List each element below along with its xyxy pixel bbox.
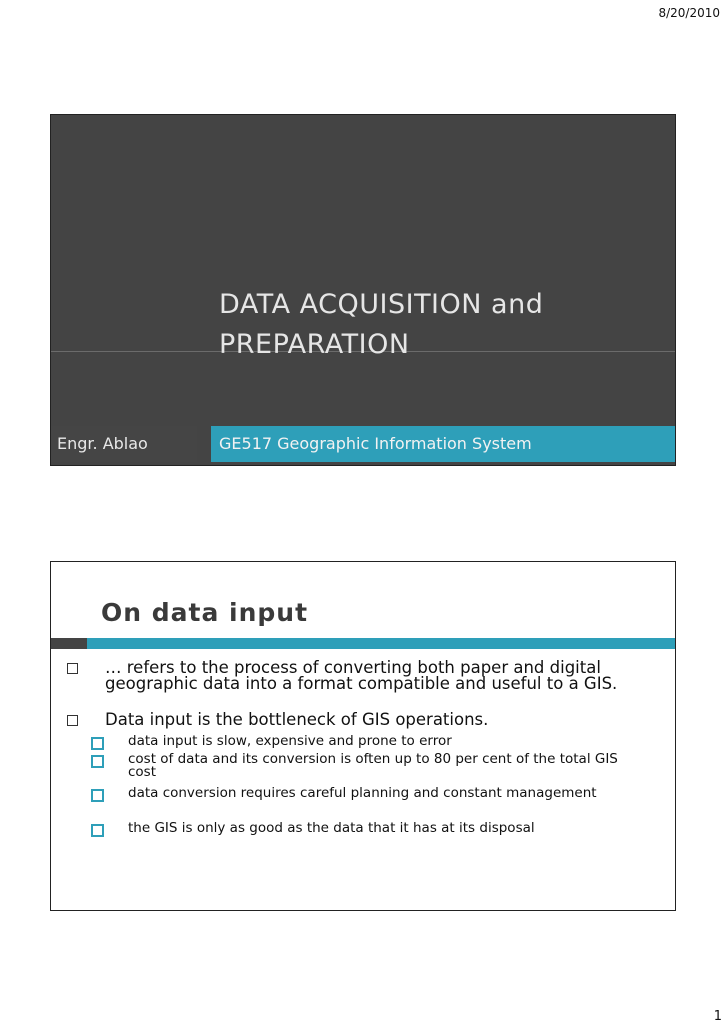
content-slide bbox=[50, 561, 676, 911]
slide-title bbox=[219, 285, 659, 365]
title-slide bbox=[50, 114, 676, 466]
title-accent-bar-dark bbox=[51, 638, 87, 649]
square-bullet-icon bbox=[67, 715, 78, 726]
slide-title-line-2: PREPARATION bbox=[219, 329, 410, 360]
square-bullet-icon bbox=[91, 737, 104, 750]
course-footer bbox=[211, 426, 675, 462]
sub-bullet-text: the GIS is only as good as the data that it has at its disposal bbox=[128, 820, 535, 836]
author-footer bbox=[51, 426, 197, 462]
square-bullet-icon bbox=[91, 824, 104, 837]
content-slide-title: On data input bbox=[101, 598, 309, 627]
square-bullet-icon bbox=[67, 663, 78, 674]
author-label: Engr. Ablao bbox=[57, 434, 148, 453]
sub-bullet-text: data conversion requires careful planning and constant management bbox=[128, 785, 597, 801]
sub-bullet-text: cost of data and its conversion is often up to 80 per cent of the total GIS cost bbox=[128, 751, 618, 780]
title-accent-bar bbox=[51, 638, 675, 649]
bullet-text: Data input is the bottleneck of GIS operations. bbox=[105, 710, 489, 729]
date-header: 8/20/2010 bbox=[658, 6, 720, 20]
bullet-text: … refers to the process of converting both paper and digital geographic data into a format compatible and useful to a GIS. bbox=[105, 658, 618, 693]
square-bullet-icon bbox=[91, 789, 104, 802]
course-label: GE517 Geographic Information System bbox=[219, 434, 532, 453]
square-bullet-icon bbox=[91, 755, 104, 768]
sub-bullet-text: data input is slow, expensive and prone to error bbox=[128, 733, 452, 749]
slide-title-line-1: DATA ACQUISITION and bbox=[219, 289, 544, 320]
page-number: 1 bbox=[713, 1009, 722, 1024]
